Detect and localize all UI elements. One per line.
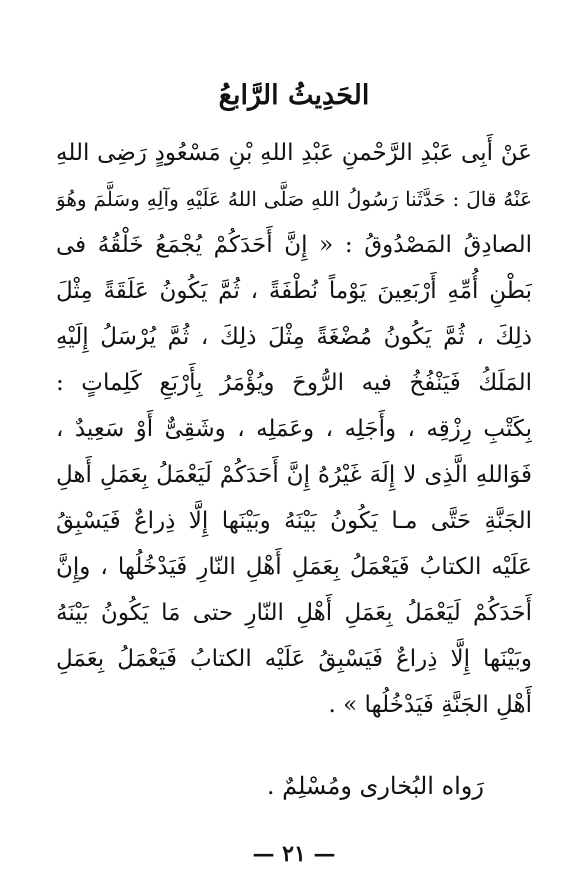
text-line: عَنْ أَبِى عَبْدِ الرَّحْمنِ عَبْدِ اللهِ بْنِ مَسْعُودٍ رَضِى اللهِ [56,140,532,166]
text-line: فَوَاللهِ الَّذِى لا إِلَهَ غَيْرُهُ إِنَّ أَحَدَكُمْ لَيَعْمَلُ بِعَمَلِ أَهلِ [56,462,532,488]
text-line: عَنْهُ قالَ : حَدَّثَنا رَسُولُ اللهِ صَلَّى اللهُ عَلَيْهِ وآلِهِ وسَلَّمَ وهُوَ [56,187,532,211]
text-line: المَلَكُ فَيَنْفُخُ فيه الرُّوحَ ويُؤْمَرُ بِأَرْبَعِ كَلِماتٍ : [56,370,532,396]
text-line: أَحَدَكُمْ لَيَعْمَلُ بِعَمَلِ أَهْلِ النّارِ حتى مَا يَكُونُ بَيْنَهُ [56,600,532,626]
text-line: عَلَيْه الكتابُ فَيَعْمَلُ بِعَمَلِ أَهْلِ النّارِ فَيَدْخُلُها ، وإِنَّ [56,554,532,580]
hadith-title: الحَدِيثُ الرَّابعُ [218,80,370,111]
text-line: الجَنَّةِ حَتَّى مـا يَكُونُ بَيْنَهُ وبَيْنَها إِلَّا ذِراعٌ فَيَسْبِقُ [56,508,532,534]
text-line: الصادِقُ المَصْدُوقُ : « إِنَّ أَحَدَكُمْ يُجْمَعُ خَلْقُهُ فى [56,232,532,258]
text-line: وبَيْنَها إِلَّا ذِراعٌ فَيَسْبِقُ عَلَيْه الكتابُ فَيَعْمَلُ بِعَمَلِ [56,646,532,672]
page-number: — ٢١ — [252,841,336,867]
text-line: ذلِكَ ، ثُمَّ يَكُونُ مُضْغَةً مِثْلَ ذلِكَ ، ثُمَّ يُرْسَلُ إِلَيْهِ [56,324,532,350]
text-line: بِكَتْبِ رِزْقِه ، وأَجَلِه ، وعَمَلِه ، وشَقِىٌّ أَوْ سَعِيدٌ ، [56,416,532,442]
text-line: بَطْنِ أُمِّهِ أَرْبَعِينَ يَوْماً نُطْفَةً ، ثُمَّ يَكُونُ عَلَقَةً مِثْلَ [56,278,532,304]
narration-source: رَواه البُخارى ومُسْلِمٌ . [266,772,484,800]
hadith-text [56,130,532,728]
text-line-final: أَهْلِ الجَنَّةِ فَيَدْخُلُها » . [328,692,532,718]
